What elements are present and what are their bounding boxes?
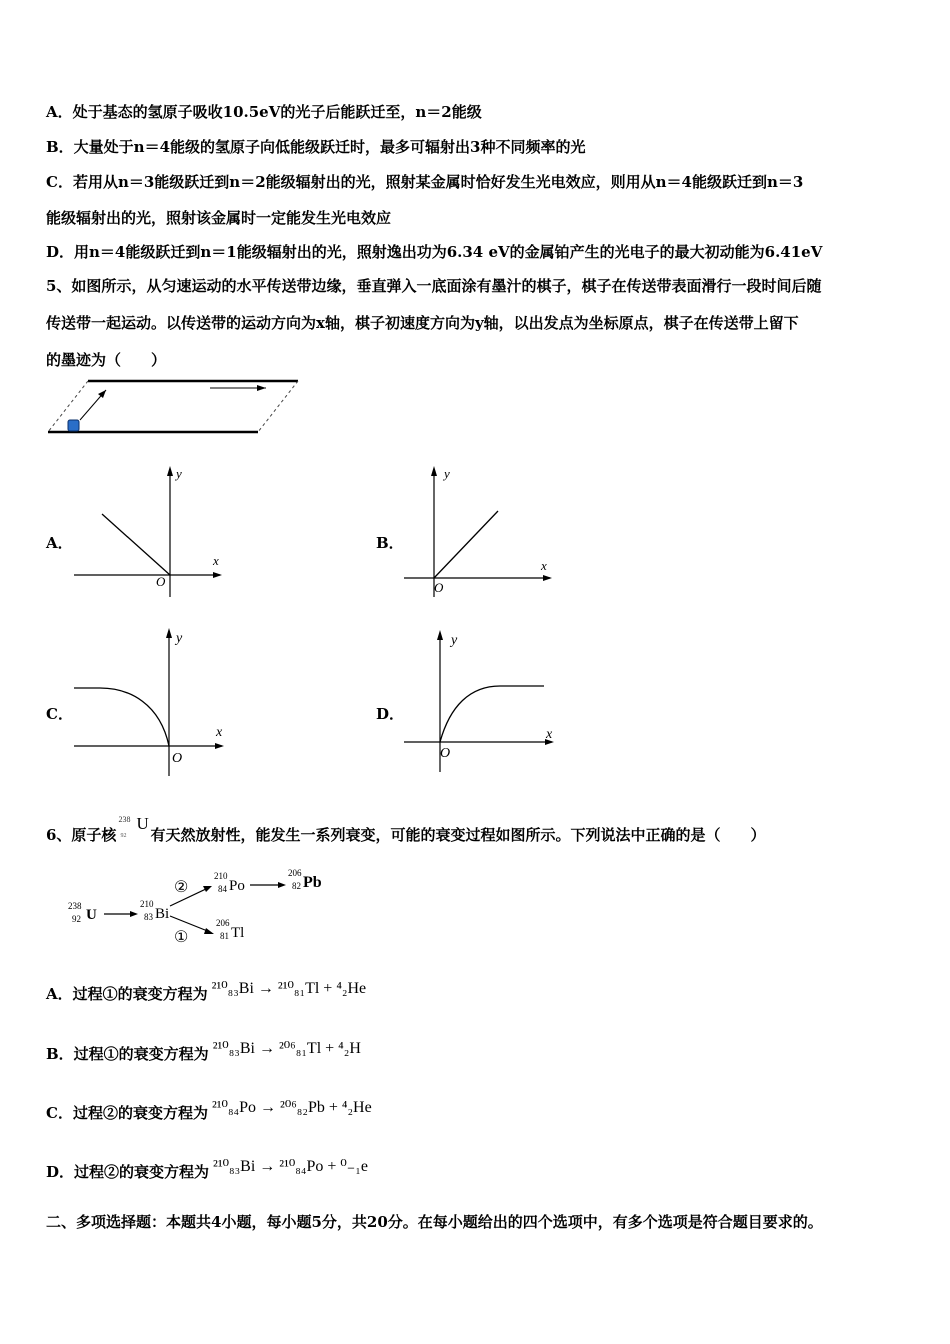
q6-option-d-label: D．过程②的衰变方程为: [46, 1163, 210, 1181]
y-axis-label: y: [176, 466, 182, 481]
u-mass: 238: [68, 901, 82, 911]
bi-symbol: Bi: [155, 906, 170, 922]
q5-stem-line3: 的墨迹为（ ）: [46, 351, 167, 369]
bi-charge: 83: [144, 912, 153, 922]
graph-option-d: [400, 626, 570, 776]
po-charge: 84: [218, 884, 227, 894]
x-axis-label: x: [213, 553, 219, 568]
graph-option-b: [400, 462, 570, 602]
chess-piece-icon: [68, 420, 79, 431]
y-axis-label: y: [176, 631, 183, 646]
graph-option-c-label: C．: [46, 705, 73, 723]
q4-option-a: A．处于基态的氢原子吸收10.5eV的光子后能跃迁至，n＝2能级: [46, 103, 482, 121]
q6-option-c: [46, 1099, 372, 1124]
q6-option-a: [46, 980, 367, 1005]
q4-option-c-line2: 能级辐射出的光，照射该金属时一定能发生光电效应: [46, 209, 392, 227]
graph-option-a-label: A．: [46, 534, 73, 552]
q6-stem: [46, 814, 766, 845]
q6-option-b-equation: ²¹⁰₈₃Bi → ²⁰⁶₈₁Tl + ⁴₂H: [212, 1040, 361, 1057]
tl-charge: 81: [220, 931, 229, 941]
tl-symbol: Tl: [231, 925, 245, 941]
q6-option-a-equation: ²¹⁰₈₃Bi → ²¹⁰₈₁Tl + ⁴₂He: [211, 980, 367, 997]
u-symbol: U: [86, 907, 97, 923]
q5-stem-line1: 5、如图所示，从匀速运动的水平传送带边缘，垂直弹入一底面涂有墨汁的棋子，棋子在传送带表面滑行一段时间后随: [46, 277, 822, 295]
q6-option-d: [46, 1158, 368, 1183]
process-1-marker: ①: [174, 929, 189, 946]
pb-mass: 206: [288, 868, 302, 878]
origin-label: O: [156, 574, 166, 589]
u-charge: 92: [72, 914, 81, 924]
q6-option-b-label: B．过程①的衰变方程为: [46, 1045, 209, 1063]
y-axis-label: y: [444, 466, 450, 481]
x-axis-label: x: [541, 558, 547, 573]
bi-mass: 210: [140, 899, 154, 909]
conveyor-belt-figure: [44, 376, 306, 440]
pb-symbol: Pb: [303, 874, 322, 891]
section-2-heading: 二、多项选择题：本题共4小题，每小题5分，共20分。在每小题给出的四个选项中，有多个选项是符合题目要求的。: [46, 1213, 823, 1231]
uranium-symbol: U: [136, 814, 149, 833]
graph-option-b-label: B．: [376, 534, 404, 552]
q6-option-d-equation: ²¹⁰₈₃Bi → ²¹⁰₈₄Po + ⁰₋₁e: [213, 1158, 368, 1175]
uranium-mass-number: 238: [118, 815, 131, 824]
pb-charge: 82: [292, 881, 301, 891]
y-axis-label: y: [451, 633, 458, 648]
decay-chain-diagram: [62, 862, 352, 952]
q6-stem-suffix: 有天然放射性，能发生一系列衰变，可能的衰变过程如图所示。下列说法中正确的是（ ）: [150, 826, 766, 844]
x-axis-label: x: [546, 727, 553, 742]
origin-label: O: [434, 580, 444, 595]
q5-stem-line2: 传送带一起运动。以传送带的运动方向为x轴，棋子初速度方向为y轴，以出发点为坐标原点，棋子在传送带上留下: [46, 314, 799, 332]
graph-option-a: [70, 462, 240, 602]
q6-option-c-equation: ²¹⁰₈₄Po → ²⁰⁶₈₂Pb + ⁴₂He: [211, 1099, 372, 1116]
graph-option-d-label: D．: [376, 705, 405, 723]
po-mass: 210: [214, 871, 228, 881]
tl-mass: 206: [216, 918, 230, 928]
uranium-atomic-number: 92: [120, 833, 127, 839]
q4-option-d: D．用n＝4能级跃迁到n＝1能级辐射出的光，照射逸出功为6.34 eV的金属铂产生的光电子的最大初动能为6.41eV: [46, 243, 823, 261]
origin-label: O: [172, 751, 183, 766]
po-symbol: Po: [229, 878, 245, 894]
q6-option-c-label: C．过程②的衰变方程为: [46, 1104, 208, 1122]
x-axis-label: x: [216, 725, 223, 740]
process-2-marker: ②: [174, 879, 189, 896]
graph-option-c: [70, 624, 240, 780]
q6-stem-prefix: 6、原子核: [46, 826, 117, 844]
uranium-nuclide: [116, 814, 150, 840]
q4-option-c-line1: C．若用从n＝3能级跃迁到n＝2能级辐射出的光，照射某金属时恰好发生光电效应，则用从n＝4能级跃迁到n＝3: [46, 173, 804, 191]
q6-option-a-label: A．过程①的衰变方程为: [46, 985, 208, 1003]
q4-option-b: B．大量处于n＝4能级的氢原子向低能级跃迁时，最多可辐射出3种不同频率的光: [46, 138, 586, 156]
q6-option-b: [46, 1040, 361, 1065]
origin-label: O: [440, 746, 451, 761]
